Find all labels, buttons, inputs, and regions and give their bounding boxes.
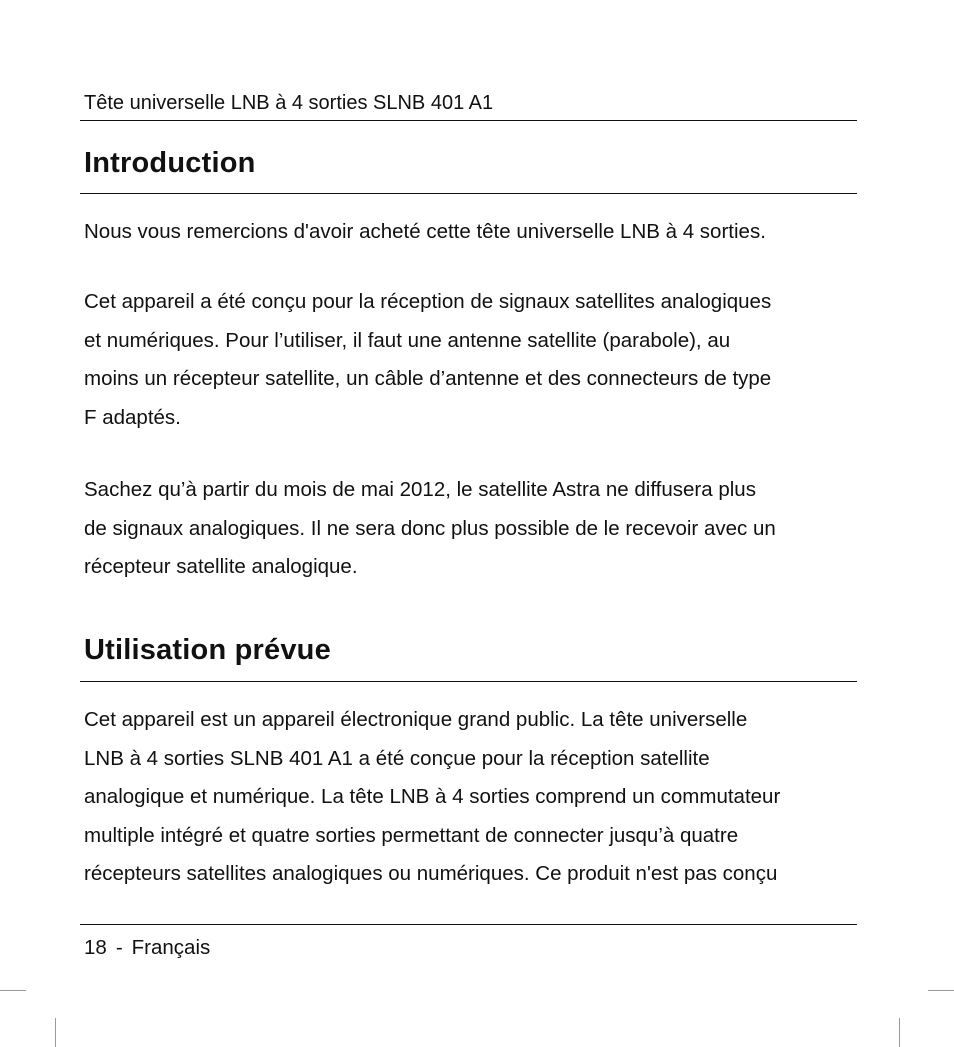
crop-mark: [0, 990, 26, 991]
paragraph-line: F adaptés.: [84, 405, 181, 429]
crop-mark: [899, 1018, 900, 1047]
section-title-intended-use: Utilisation prévue: [84, 634, 331, 666]
paragraph-line: Cet appareil est un appareil électronique grand public. La tête universelle: [84, 708, 748, 731]
footer-separator: -: [115, 936, 123, 959]
paragraph-intended-use: [84, 701, 864, 894]
paragraph-line: Sachez qu’à partir du mois de mai 2012, le satellite Astra ne diffusera plus: [84, 478, 756, 501]
page-footer: [84, 934, 210, 962]
section-rule-introduction: [80, 193, 857, 194]
crop-mark: [55, 1018, 56, 1047]
section-title-introduction: Introduction: [84, 147, 256, 179]
footer-rule: [80, 924, 857, 925]
section-rule-intended-use: [80, 681, 857, 682]
paragraph-line: Nous vous remercions d'avoir acheté cette tête universelle LNB à 4 sorties.: [84, 220, 766, 243]
paragraph-line: analogique et numérique. La tête LNB à 4 sorties comprend un commutateur: [84, 785, 781, 808]
paragraph-line: moins un récepteur satellite, un câble d’antenne et des connecteurs de type: [84, 367, 772, 390]
page-number: 18: [84, 936, 107, 959]
paragraph-line: multiple intégré et quatre sorties permettant de connecter jusqu’à quatre: [84, 823, 739, 847]
paragraph-line: récepteurs satellites analogiques ou numériques. Ce produit n'est pas conçu: [84, 862, 778, 885]
paragraph-line: de signaux analogiques. Il ne sera donc plus possible de le recevoir avec un: [84, 516, 776, 540]
paragraph-device-purpose: [84, 283, 864, 437]
paragraph-thanks: [84, 213, 864, 252]
paragraph-line: Cet appareil a été conçu pour la réception de signaux satellites analogiques: [84, 290, 772, 313]
running-header: Tête universelle LNB à 4 sorties SLNB 401 A1: [84, 92, 494, 114]
footer-language: Français: [131, 936, 211, 959]
paragraph-line: et numériques. Pour l’utiliser, il faut une antenne satellite (parabole), au: [84, 328, 731, 352]
paragraph-astra-notice: [84, 471, 864, 587]
header-rule: [80, 120, 857, 121]
paragraph-line: LNB à 4 sorties SLNB 401 A1 a été conçue pour la réception satellite: [84, 746, 710, 770]
paragraph-line: récepteur satellite analogique.: [84, 555, 358, 578]
crop-mark: [928, 990, 954, 991]
